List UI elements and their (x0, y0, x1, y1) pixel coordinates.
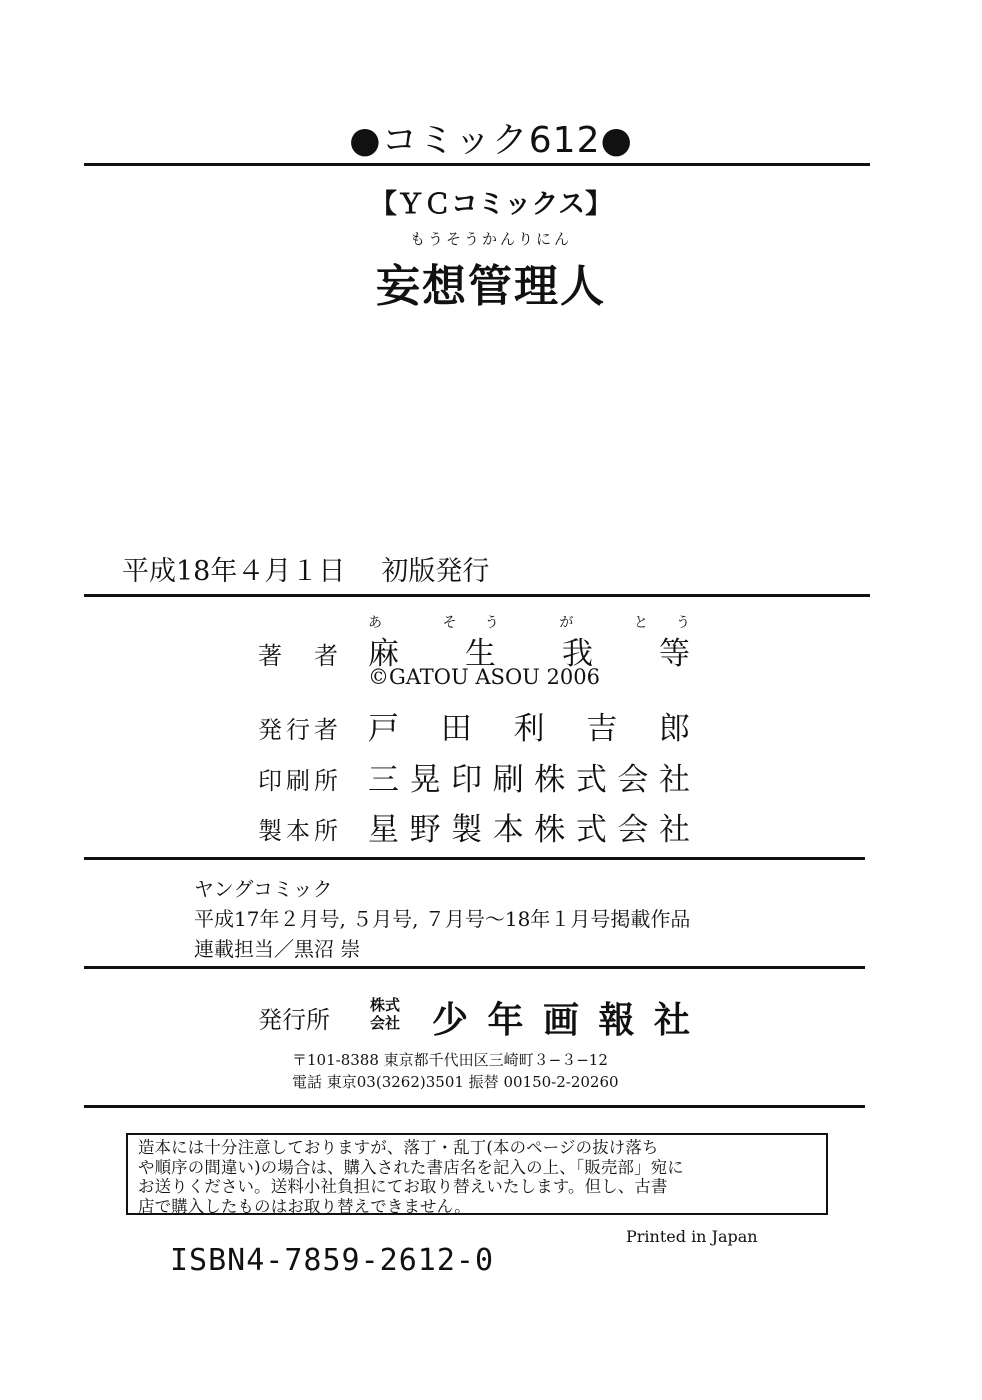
printed-in-japan: Printed in Japan (626, 1227, 758, 1246)
title-ruby: もうそうかんりにん (409, 230, 572, 248)
serial-magazine: ヤングコミック (194, 877, 333, 901)
notice-line: や順序の間違い)の場合は、購入された書店名を記入の上、「販売部」宛に (138, 1157, 684, 1177)
author-ruby-3: が (559, 615, 602, 631)
isbn: ISBN4-7859-2612-0 (170, 1243, 495, 1278)
divider-credits (84, 857, 865, 860)
credit-label-binder: 製本所 (258, 817, 338, 845)
publisher-name: 少年画報社 (432, 1000, 690, 1041)
publisher-label: 発行所 (258, 1006, 330, 1034)
author-name: 麻生我等 (368, 636, 690, 672)
author-ruby-4: とう (633, 615, 691, 631)
credit-value-printer: 三晃印刷株式会社 (368, 762, 690, 798)
serial-issues: 平成17年２月号, ５月号, ７月号〜18年１月号掲載作品 (194, 907, 691, 931)
first-edition-date: 平成18年４月１日 (122, 556, 346, 587)
publisher-address: 〒101-8388 東京都千代田区三崎町３−３−12 (292, 1051, 608, 1069)
credit-value-publisher-person: 戸田利吉郎 (368, 711, 690, 747)
notice-line: 店で購入したものはお取り替えできません。 (138, 1196, 471, 1216)
series-number: ●コミック612● (349, 120, 633, 161)
imprint-label: 【ＹＣコミックス】 (369, 189, 613, 220)
credit-value-binder: 星野製本株式会社 (368, 812, 690, 848)
author-label: 著者 (258, 642, 338, 670)
credit-label-printer: 印刷所 (258, 767, 338, 795)
divider-top (84, 163, 870, 166)
edition-label: 初版発行 (381, 556, 490, 587)
credit-label-publisher-person: 発行者 (258, 716, 338, 744)
corporation-mark-bottom: 会社 (370, 1014, 401, 1032)
publication-date (122, 549, 489, 588)
corporation-mark (370, 996, 400, 1032)
divider-date (84, 594, 870, 597)
copyright: ©GATOU ASOU 2006 (368, 665, 600, 689)
notice-line: お送りください。送料小社負担にてお取り替えいたします。但し、古書 (138, 1177, 668, 1196)
corporation-mark-top: 株式 (370, 996, 401, 1014)
serial-editor: 連載担当／黒沼 崇 (194, 937, 361, 961)
author-ruby-2: そう (442, 615, 527, 631)
defect-notice-box (126, 1133, 828, 1215)
divider-publisher (84, 1105, 865, 1108)
publisher-phone: 電話 東京03(3262)3501 振替 00150-2-20260 (292, 1073, 619, 1091)
author-ruby-1: あ (368, 615, 411, 631)
divider-serial (84, 966, 865, 969)
notice-line: 造本には十分注意しておりますが、落丁・乱丁(本のページの抜け落ち (138, 1138, 659, 1157)
book-title: 妄想管理人 (376, 261, 606, 312)
